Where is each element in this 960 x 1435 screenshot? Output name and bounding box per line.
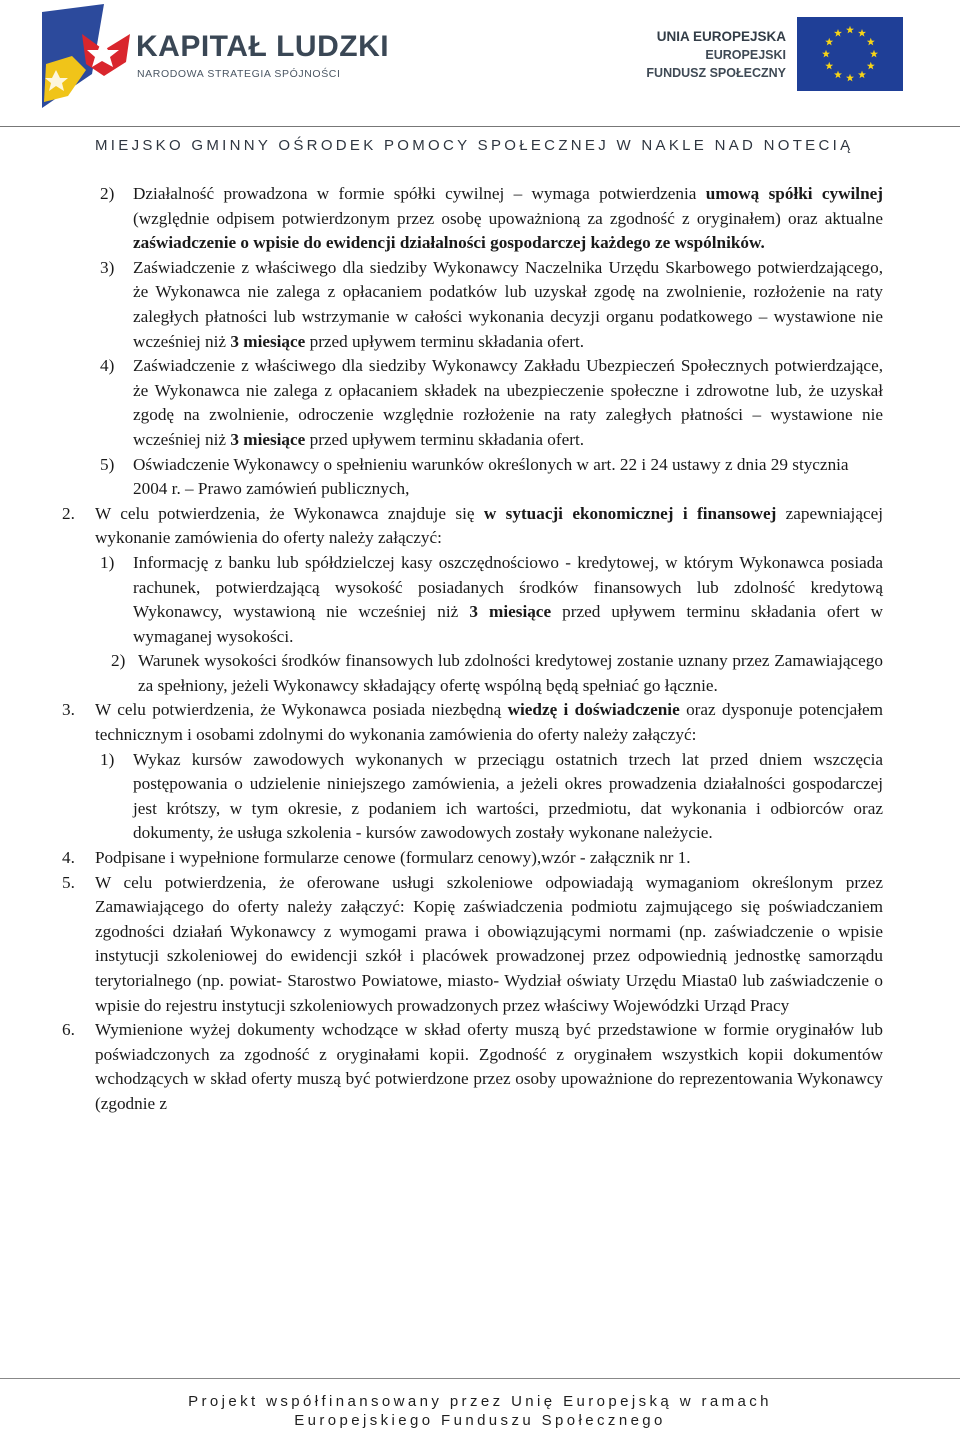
section-item xyxy=(62,846,883,871)
section-item xyxy=(62,871,883,1019)
section-marker: 2. xyxy=(62,503,75,523)
item-emphasis: 3 miesiące xyxy=(230,331,306,351)
section-emphasis: wiedzę i doświadczenie xyxy=(507,700,680,720)
section-text: zapewniającej wykonanie zamówienia do oferty należy załączyć: xyxy=(95,503,883,548)
eu-flag-icon xyxy=(797,17,903,91)
list-item xyxy=(100,354,883,452)
header-divider xyxy=(0,126,960,127)
section-text: Podpisane i wypełnione formularze cenowe (formularz cenowy),wzór - załącznik nr 1. xyxy=(95,848,691,868)
item-text: Zaświadczenie z właściwego dla siedziby Wykonawcy Naczelnika Urzędu Skarbowego potwierdzającego, że Wykonawca nie zalega z opłacaniem podatków lub uzyskał zgodę na zwolnienie, rozłożenie na raty zaległych płatności lub wstrzymanie w całości wykonania decyzji organu podatkowego – wystawione nie wcześniej niż xyxy=(133,257,883,351)
list-marker: 1) xyxy=(100,749,115,769)
list-marker: 2) xyxy=(100,184,115,203)
item-emphasis: 3 miesiące xyxy=(230,429,306,449)
section-text: W celu potwierdzenia, że Wykonawca posiada niezbędną xyxy=(95,700,508,720)
section-text: W celu potwierdzenia, że Wykonawca znajduje się xyxy=(95,503,484,523)
section-text: Wymienione wyżej dokumenty wchodzące w skład oferty muszą być przedstawione w formie oryginałów lub poświadczonych za zgodność z oryginałami kopii. Zgodność z oryginałem wszystkich kopii dokumentów wchodzących w skład oferty muszą być potwierdzone przez osoby upoważnione do reprezentowania Wykonawcy (zgodnie z xyxy=(95,1020,883,1113)
section-marker: 6. xyxy=(62,1020,75,1040)
section-marker: 4. xyxy=(62,848,75,868)
page-header xyxy=(0,0,960,160)
footer-line-1: Projekt współfinansowany przez Unię Europejską w ramach xyxy=(188,1393,772,1410)
list-item xyxy=(100,256,883,354)
section-item xyxy=(62,502,883,551)
eu-logo-line-1: UNIA EUROPEJSKA xyxy=(656,29,786,44)
section-marker: 5. xyxy=(62,872,75,892)
list-marker: 1) xyxy=(100,552,115,572)
section-emphasis: w sytuacji ekonomicznej i finansowej xyxy=(483,503,777,523)
list-item xyxy=(100,182,883,256)
organization-name: MIEJSKO GMINNY OŚRODEK POMOCY SPOŁECZNEJ W NAKLE NAD NOTECIĄ xyxy=(95,137,854,154)
item-text: przed upływem terminu składania ofert. xyxy=(305,331,585,351)
logo-title: KAPITAŁ LUDZKI xyxy=(136,30,390,63)
eu-logo-line-2: EUROPEJSKI xyxy=(705,48,786,62)
item-text: Warunek wysokości środków finansowych lub zdolności kredytowej zostanie uznany przez Zamawiającego za spełniony, jeżeli Wykonawcy składający ofertę wspólną będą spełniać go łącznie. xyxy=(138,651,883,695)
item-text: Działalność prowadzona w formie spółki cywilnej – wymaga potwierdzenia xyxy=(133,184,706,203)
item-emphasis: zaświadczenie o wpisie do ewidencji działalności gospodarczej każdego ze wspólników. xyxy=(133,233,765,253)
item-text: Oświadczenie Wykonawcy o spełnieniu warunków określonych w art. 22 i 24 ustawy z dnia 29 stycznia 2004 r. – Prawo zamówień publicznych, xyxy=(133,454,849,499)
document-body xyxy=(0,182,960,1117)
footer-line-2: Europejskiego Funduszu Społecznego xyxy=(294,1412,666,1429)
section-text: oraz dysponuje potencjałem technicznym i osobami zdolnymi do wykonania zamówienia do oferty należy załączyć: xyxy=(95,700,883,745)
logo-subtitle: NARODOWA STRATEGIA SPÓJNOŚCI xyxy=(137,68,341,80)
list-item xyxy=(111,649,883,698)
section-item xyxy=(62,1018,883,1116)
item-emphasis: 3 miesiące xyxy=(469,602,552,622)
list-item xyxy=(100,453,883,502)
list-marker: 2) xyxy=(111,651,126,671)
section-item xyxy=(62,698,883,747)
footer-divider xyxy=(0,1378,960,1379)
page-footer xyxy=(0,1392,960,1430)
eu-logo-line-3: FUNDUSZ SPOŁECZNY xyxy=(646,66,786,80)
item-text: Wykaz kursów zawodowych wykonanych w przeciągu ostatnich trzech lat przed dniem wszczęcia postępowania o udzielenie niniejszego zamówienia, a jeżeli okres prowadzenia działalności gospodarczej jest krótszy, w tym okresie, z podaniem ich wartości, przedmiotu, dat wykonania i odbiorców oraz dokumenty, że usługa szkolenia - kursów zawodowych zostały wykonane należycie. xyxy=(133,749,883,843)
item-text: (względnie odpisem potwierdzonym przez osobę upoważnioną za zgodność z oryginałem) oraz aktualne xyxy=(133,208,883,228)
item-text: przed upływem terminu składania ofert. xyxy=(305,429,585,449)
eu-logo-text xyxy=(646,27,786,82)
list-marker: 4) xyxy=(100,356,115,376)
item-emphasis: umową spółki cywilnej xyxy=(705,184,883,203)
list-marker: 3) xyxy=(100,257,115,277)
list-item xyxy=(100,748,883,846)
item-text: Informację z banku lub spółdzielczej kasy oszczędnościowo - kredytowej, w którym Wykonawca posiada rachunek, potwierdzającą wysokość posiadanych środków finansowych lub zdolność kredytową Wykonawcy, wystawioną nie wcześniej niż xyxy=(133,552,883,622)
section-marker: 3. xyxy=(62,700,75,720)
item-text: Zaświadczenie z właściwego dla siedziby Wykonawcy Zakładu Ubezpieczeń Społecznych potwierdzające, że Wykonawca nie zalega z opłacaniem składek na ubezpieczenie społeczne i zdrowotne lub, że uzyskał zgodę na zwolnienie, odroczenie względnie rozłożenie na raty zaległych płatności – wystawione nie wcześniej niż xyxy=(133,356,883,449)
list-item xyxy=(100,551,883,649)
list-marker: 5) xyxy=(100,454,115,474)
section-text: W celu potwierdzenia, że oferowane usługi szkoleniowe odpowiadają wymaganiom określonym przez Zamawiającego do oferty należy załączyć: Kopię zaświadczenia podmiotu zajmującego się poświadczaniem zgodności działań Wykonawcy z wymogami prawa i obowiązującymi normami (np. zaświadczenie o wpisie instytucji szkoleniowej do ewidencji szkół i placówek prowadzonej przez odpowiednią jednostkę samorządu terytorialnego (np. powiat- Starostwo Powiatowe, miasto- Wydział oświaty Urzędu Miasta0 lub zaświadczenie o wpisie do rejestru instytucji szkoleniowych prowadzonych przez właściwy Wojewódzki Urząd Pracy xyxy=(95,872,883,1015)
item-text: przed upływem terminu składania ofert w wymaganej wysokości. xyxy=(133,602,883,646)
